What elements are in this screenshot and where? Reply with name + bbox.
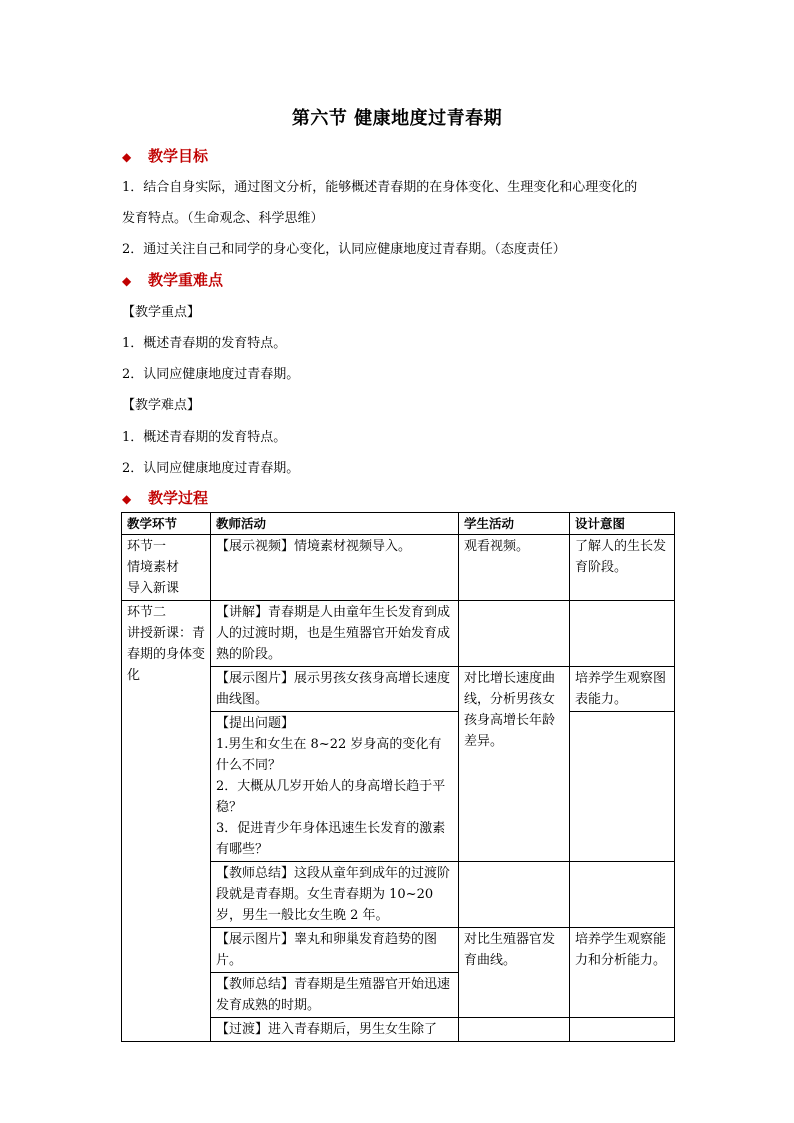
goal-line: 2．通过关注自己和同学的身心变化，认同应健康地度过青春期。（态度责任） (122, 242, 566, 257)
student-activity-cell (459, 862, 570, 928)
diamond-bullet-icon: ◆ (122, 150, 132, 164)
diamond-bullet-icon: ◆ (122, 274, 132, 288)
difficulty-item: 2．认同应健康地度过青春期。 (122, 461, 300, 476)
goal-line: 1．结合自身实际，通过图文分析，能够概述青春期的在身体变化、生理变化和心理变化的 (122, 180, 638, 195)
student-activity-cell: 对比增长速度曲线，分析男孩女孩身高增长年龄差异。 (459, 667, 570, 862)
column-header: 教学环节 (122, 513, 211, 535)
teacher-activity-cell: 【展示图片】睾丸和卵巢发育趋势的图片。 (211, 928, 459, 973)
section-heading-text: 教学目标 (148, 147, 209, 165)
teacher-activity-cell: 【讲解】青春期是人由童年生长发育到成人的过渡时期，也是生殖器官开始发育成熟的阶段。 (211, 601, 459, 667)
column-header: 学生活动 (459, 513, 570, 535)
stage-cell: 环节一 情境素材 导入新课 (122, 535, 211, 601)
teacher-activity-cell: 【教师总结】这段从童年到成年的过渡阶段就是青春期。女生青春期为 10~20 岁，男生一般比女生晚 2 年。 (211, 862, 459, 928)
focus-item: 2．认同应健康地度过青春期。 (122, 367, 300, 382)
focus-label: 【教学重点】 (122, 305, 201, 320)
teacher-activity-cell: 【提出问题】 1.男生和女生在 8~22 岁身高的变化有什么不同？ 2．大概从几岁开始人的身高增长趋于平稳？ 3．促进青少年身体迅速生长发育的激素有哪些？ (211, 712, 459, 862)
design-intent-cell (570, 712, 675, 862)
design-intent-cell (570, 1018, 675, 1042)
teacher-activity-cell: 【教师总结】青春期是生殖器官开始迅速发育成熟的时期。 (211, 973, 459, 1018)
design-intent-cell: 了解人的生长发育阶段。 (570, 535, 675, 601)
goal-line: 发育特点。（生命观念、科学思维） (122, 211, 324, 226)
column-header: 教师活动 (211, 513, 459, 535)
difficulty-item: 1．概述青春期的发育特点。 (122, 430, 287, 445)
table-header-row (122, 513, 675, 535)
section-heading-process (122, 487, 208, 508)
section-heading-goals (122, 145, 208, 166)
section-heading-text: 教学重难点 (148, 271, 224, 289)
focus-item: 1．概述青春期的发育特点。 (122, 336, 287, 351)
section-heading-key-points (122, 269, 223, 290)
teacher-activity-cell: 【展示图片】展示男孩女孩身高增长速度曲线图。 (211, 667, 459, 712)
stage-cell: 环节二 讲授新课：青春期的身体变化 (122, 601, 211, 1042)
design-intent-cell (570, 862, 675, 928)
student-activity-cell (459, 601, 570, 667)
design-intent-cell: 培养学生观察图表能力。 (570, 667, 675, 712)
design-intent-cell (570, 601, 675, 667)
design-intent-cell: 培养学生观察能力和分析能力。 (570, 928, 675, 1018)
table-row (122, 535, 675, 601)
section-heading-text: 教学过程 (148, 489, 209, 507)
teaching-process-table (121, 512, 675, 1042)
student-activity-cell: 对比生殖器官发育曲线。 (459, 928, 570, 1018)
page-title: 第六节 健康地度过青春期 (291, 108, 503, 129)
student-activity-cell (459, 1018, 570, 1042)
table-row (122, 601, 675, 667)
student-activity-cell: 观看视频。 (459, 535, 570, 601)
teacher-activity-cell: 【展示视频】情境素材视频导入。 (211, 535, 459, 601)
difficulty-label: 【教学难点】 (122, 398, 201, 413)
teacher-activity-cell: 【过渡】进入青春期后，男生女生除了 (211, 1018, 459, 1042)
column-header: 设计意图 (570, 513, 675, 535)
diamond-bullet-icon: ◆ (122, 492, 132, 506)
